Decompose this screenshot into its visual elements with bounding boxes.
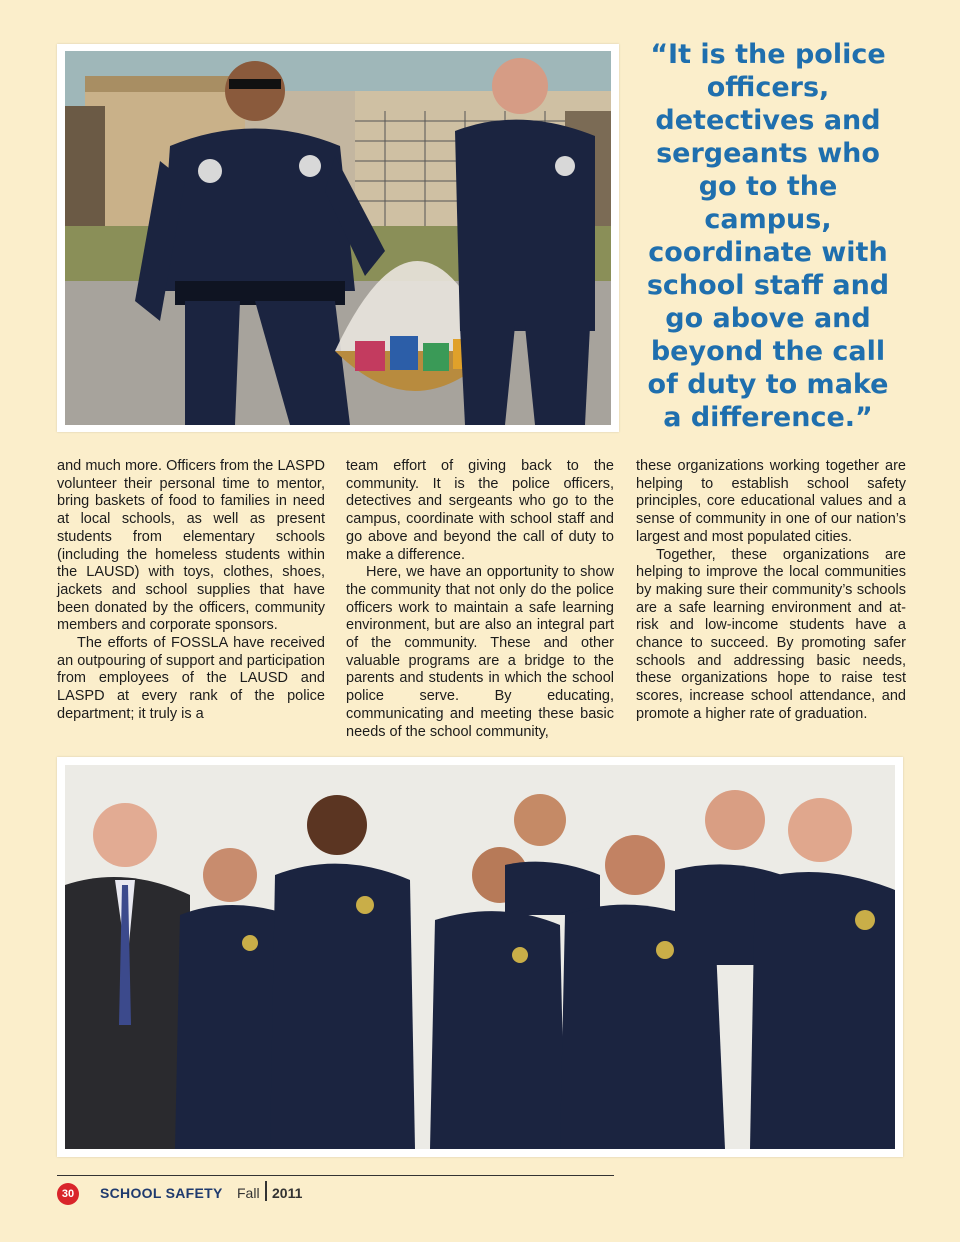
footer-separator xyxy=(265,1181,267,1201)
publication-name: SCHOOL SAFETY xyxy=(100,1185,223,1201)
article-paragraph: and much more. Officers from the LASPD volunteer their personal time to mentor, bring baskets of food to families in need at local schools, as well as present students from elementary schools (including the homeless students within the LAUSD) with toys, clothes, shoes, jackets and school supplies that have been donated by the officers, community members and corporate sponsors. xyxy=(57,458,325,634)
article-column-1 xyxy=(57,458,325,724)
issue-year: 2011 xyxy=(272,1185,303,1201)
article-paragraph: Together, these organizations are helping to improve the local communities by making sure their community’s schools are a safe learning environment and at-risk and low-income students have a chance to succeed. By promoting safer schools and addressing basic needs, these organizations hope to raise test scores, increase school attendance, and promote a higher rate of graduation. xyxy=(636,546,906,722)
footer-rule xyxy=(57,1175,614,1176)
issue-season: Fall xyxy=(237,1185,260,1201)
pull-quote: “It is the police officers, detectives and sergeants who go to the campus, coordinate with school staff and go above and beyond the call of duty to make a difference.” xyxy=(646,39,890,433)
officers-group-image xyxy=(65,765,895,1149)
article-paragraph: Here, we have an opportunity to show the community that not only do the police officers work to maintain a safe learning environment, but are also an integral part of the community. These and other valuable programs are a bridge to the parents and students in which the school police serve. By educating, communicating and meeting these basic needs of the school community, xyxy=(346,564,614,740)
article-paragraph: these organizations working together are helping to establish school safety principles, core educational values and a sense of community in one of our nation’s largest and most populated cities. xyxy=(636,458,906,545)
officers-with-basket-image xyxy=(65,51,611,425)
page-number-badge: 30 xyxy=(57,1183,79,1205)
article-paragraph: The efforts of FOSSLA have received an outpouring of support and participation from employees of the LAUSD and LASPD at every rank of the police department; it truly is a xyxy=(57,635,325,722)
article-column-3 xyxy=(636,458,906,724)
officers-with-basket-photo xyxy=(57,44,619,432)
article-column-2 xyxy=(346,458,614,741)
officers-group-photo xyxy=(57,757,903,1157)
article-paragraph: team effort of giving back to the community. It is the police officers, detectives and sergeants who go to the campus, coordinate with school staff and go above and beyond the call of duty to make a difference. xyxy=(346,458,614,563)
